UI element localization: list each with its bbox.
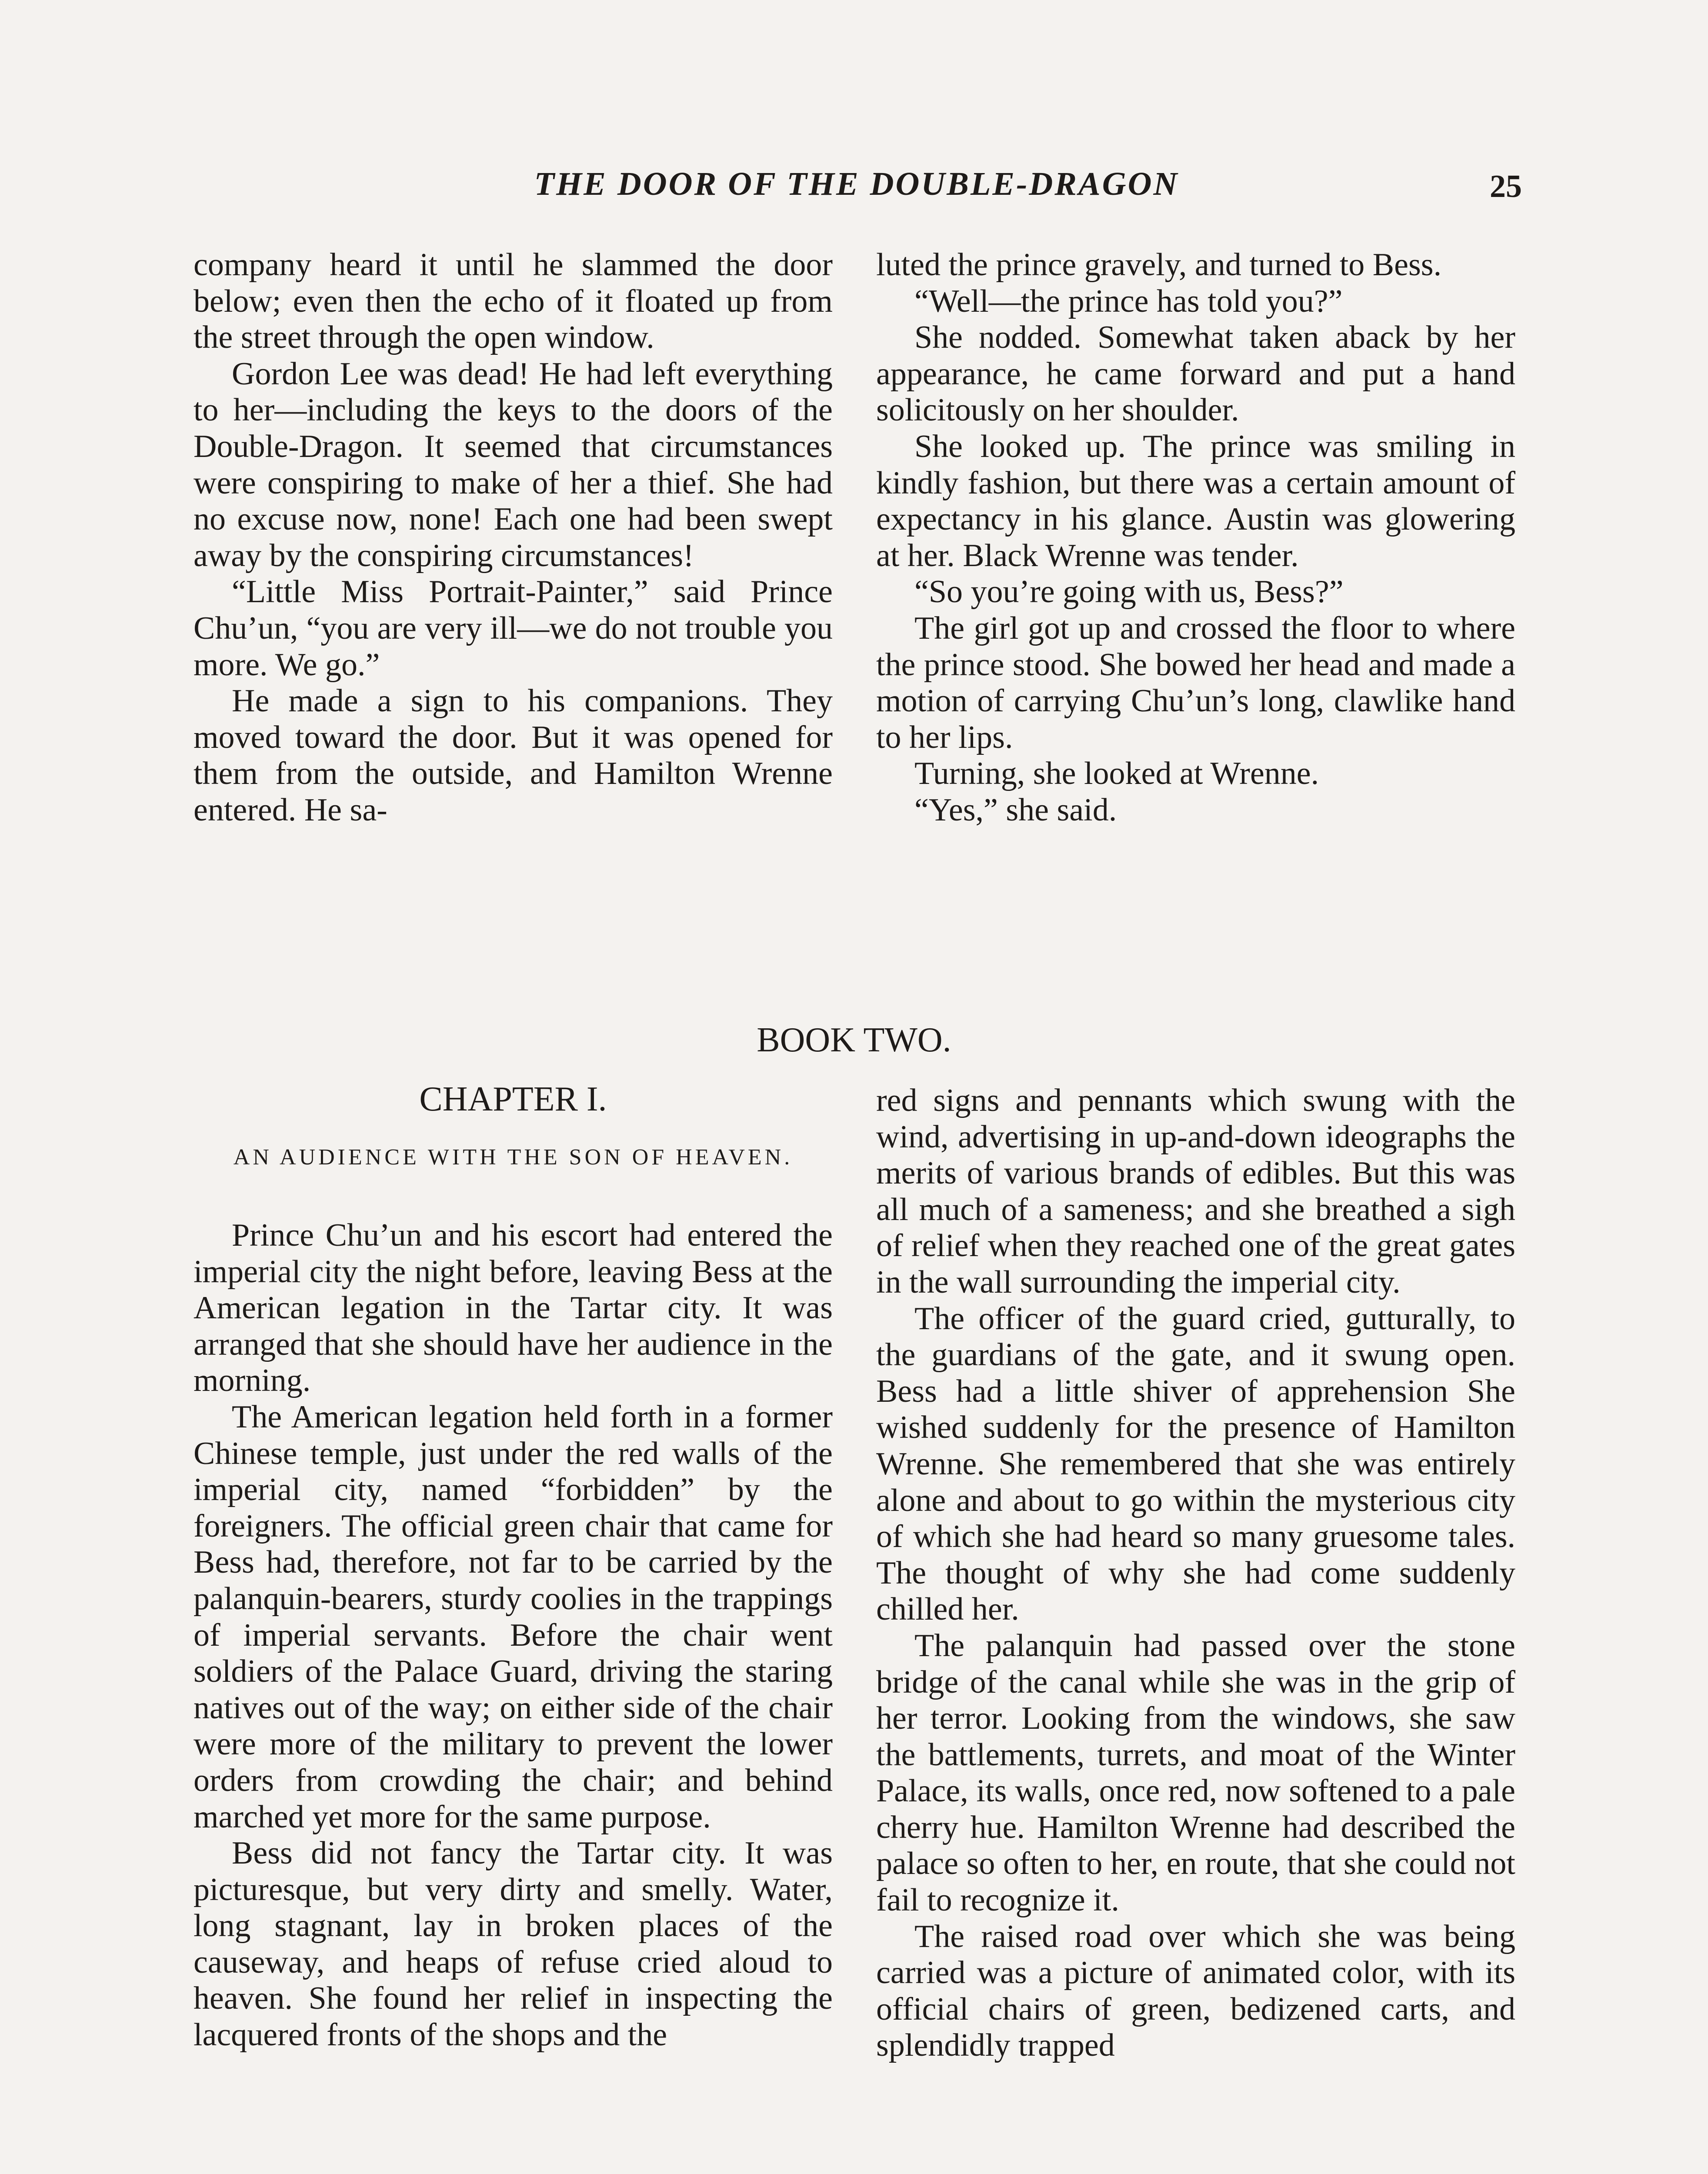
paragraph: The palanquin had passed over the stone bridge of the canal while she was in the grip of her terror. Looking from the windows, she saw the battlements, turrets, and moat of the Winter Palace, its walls, once red, now softened to a pale cherry hue. Hamilton Wrenne had described the palace so often to her, en route, that she could not fail to recognize it. [876, 1627, 1515, 1918]
paragraph: He made a sign to his companions. They moved toward the door. But it was opened for them from the outside, and Hamilton Wrenne entered. He sa- [193, 683, 833, 828]
paragraph: Turning, she looked at Wrenne. [914, 756, 1319, 792]
paragraph: “Yes,” she said. [914, 792, 1117, 828]
paragraph: Bess did not fancy the Tartar city. It was picturesque, but very dirty and smelly. Water, long stagnant, lay in broken places of the causeway, and heaps of refuse cried aloud to heaven. She found her relief in inspecting the lacquered fronts of the shops and the [193, 1835, 833, 2053]
top-right-column [876, 247, 1515, 829]
paragraph: The girl got up and crossed the floor to where the prince stood. She bowed her head and made a motion of carrying Chu’un’s long, clawlike hand to her lips. [876, 610, 1515, 755]
paragraph: The officer of the guard cried, gutturally, to the guardians of the gate, and it swung open. Bess had a little shiver of apprehension She wished suddenly for the presence of Hamilton Wrenne. She remembered that she was entirely alone and about to go within the mysterious city of which she had heard so many gruesome tales. The thought of why she had come suddenly chilled her. [876, 1300, 1515, 1627]
running-title: THE DOOR OF THE DOUBLE-DRAGON [534, 166, 1179, 202]
page-number: 25 [1490, 169, 1522, 204]
top-left-column [193, 247, 833, 829]
paragraph: The raised road over which she was being carried was a picture of animated color, with its official chairs of green, bedizened carts, and splendidly trapped [876, 1918, 1515, 2064]
bottom-left-column [193, 1217, 833, 2054]
paragraph: red signs and pennants which swung with the wind, advertising in up-and-down ideographs the merits of various brands of edibles. But this was all much of a sameness; and she breathed a sigh of relief when they reached one of the great gates in the wall surrounding the imperial city. [876, 1083, 1515, 1300]
paragraph: “Well—the prince has told you?” [914, 283, 1343, 319]
paragraph: Gordon Lee was dead! He had left everything to her—including the keys to the doors of the Double-Dragon. It seemed that circumstances were conspiring to make of her a thief. She had no excuse now, none! Each one had been swept away by the conspiring circumstances! [193, 356, 833, 574]
chapter-title: CHAPTER I. [419, 1080, 607, 1118]
paragraph: “So you’re going with us, Bess?” [914, 574, 1344, 610]
paragraph: “Little Miss Portrait-Painter,” said Prince Chu’un, “you are very ill—we do not trouble you more. We go.” [193, 574, 833, 683]
paragraph: She looked up. The prince was smiling in kindly fashion, but there was a certain amount of expectancy in his glance. Austin was glowering at her. Black Wrenne was tender. [876, 428, 1515, 574]
paragraph: Prince Chu’un and his escort had entered the imperial city the night before, leaving Bess at the American legation in the Tartar city. It was arranged that she should have her audience in the morning. [193, 1217, 833, 1399]
paragraph: company heard it until he slammed the door below; even then the echo of it floated up from the street through the open window. [193, 247, 833, 356]
paragraph: luted the prince gravely, and turned to Bess. [876, 247, 1442, 283]
paragraph: The American legation held forth in a former Chinese temple, just under the red walls of the imperial city, named “forbidden” by the foreigners. The official green chair that came for Bess had, therefore, not far to be carried by the palanquin-bearers, sturdy coolies in the trappings of imperial servants. Before the chair went soldiers of the Palace Guard, driving the staring natives out of the way; on either side of the chair were more of the military to prevent the lower orders from crowding the chair; and behind marched yet more for the same purpose. [193, 1399, 833, 1835]
book-heading: BOOK TWO. [757, 1021, 951, 1059]
chapter-subtitle: AN AUDIENCE WITH THE SON OF HEAVEN. [233, 1145, 793, 1170]
bottom-right-column [876, 1083, 1515, 2064]
paragraph: She nodded. Somewhat taken aback by her appearance, he came forward and put a hand solicitously on her shoulder. [876, 320, 1515, 428]
